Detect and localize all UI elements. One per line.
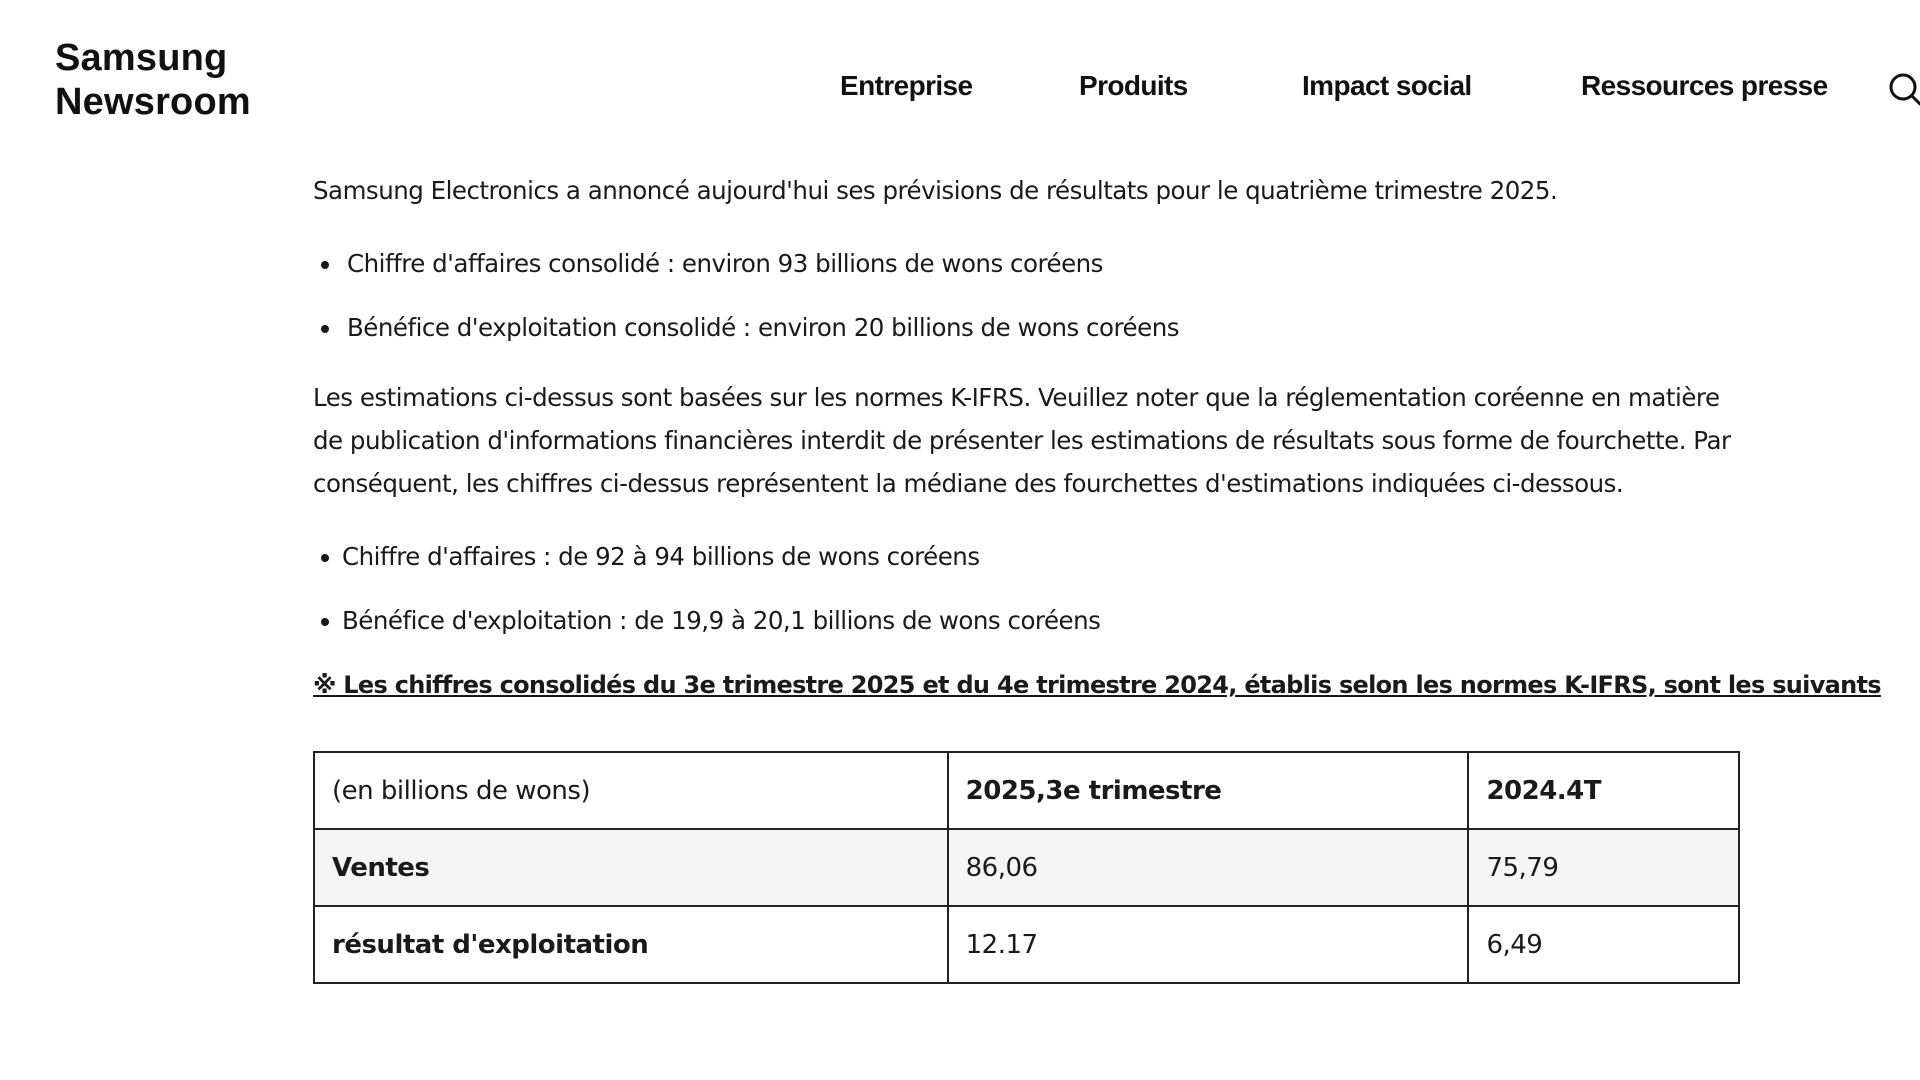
estimates-paragraph: Les estimations ci-dessus sont basées sur les normes K-IFRS. Veuillez noter que la réglementation coréenne en matière de publication d'informations financières interdit de présenter les estimations de résultats sous forme de fourchette. Par conséquent, les chiffres ci-dessus représentent la médiane des fourchettes d'estimations indiquées ci-dessous. [313,383,1731,498]
table-header-q3-2025: 2025,3e trimestre [948,752,1469,829]
bullet-dot [321,325,329,333]
logo-line-samsung: Samsung [55,37,228,79]
table-row-label: résultat d'exploitation [314,906,948,983]
headline-figures-list [313,244,1743,348]
list-item [313,537,1743,577]
list-item-text: Bénéfice d'exploitation consolidé : environ 20 billions de wons coréens [347,313,1179,342]
table-cell: 12.17 [948,906,1469,983]
list-item-text: Chiffre d'affaires consolidé : environ 93 billions de wons coréens [347,249,1103,278]
list-item [313,308,1743,348]
nav-item-impact-social[interactable]: Impact social [1302,70,1472,101]
nav-item-produits[interactable]: Produits [1079,70,1188,101]
table-cell: 75,79 [1468,829,1739,906]
table-cell: 6,49 [1468,906,1739,983]
site-header [0,0,1920,160]
nav-item-ressources-presse[interactable]: Ressources presse [1581,70,1828,101]
table-header-unit: (en billions de wons) [314,752,948,829]
range-figures-list [313,537,1743,641]
table-header-row [314,752,1739,829]
bullet-dot [321,554,329,562]
list-item [313,244,1743,284]
article-body [313,170,1881,984]
list-item-text: Bénéfice d'exploitation : de 19,9 à 20,1 billions de wons coréens [342,606,1101,635]
bullet-dot [321,261,329,269]
search-icon[interactable] [1888,70,1920,110]
intro-paragraph: Samsung Electronics a annoncé aujourd'hui ses prévisions de résultats pour le quatrième trimestre 2025. [313,176,1558,205]
consolidated-figures-note: ※ Les chiffres consolidés du 3e trimestre 2025 et du 4e trimestre 2024, établis selon les normes K-IFRS, sont les suivants [313,671,1881,699]
list-item-text: Chiffre d'affaires : de 92 à 94 billions de wons coréens [342,542,980,571]
results-table [313,751,1740,984]
bullet-dot [321,618,329,626]
table-row [314,906,1739,983]
site-logo[interactable] [55,36,251,124]
table-row [314,829,1739,906]
table-header-q4-2024: 2024.4T [1468,752,1739,829]
logo-line-newsroom: Newsroom [55,81,251,123]
list-item [313,601,1743,641]
table-cell: 86,06 [948,829,1469,906]
nav-item-entreprise[interactable]: Entreprise [840,70,973,101]
table-row-label: Ventes [314,829,948,906]
